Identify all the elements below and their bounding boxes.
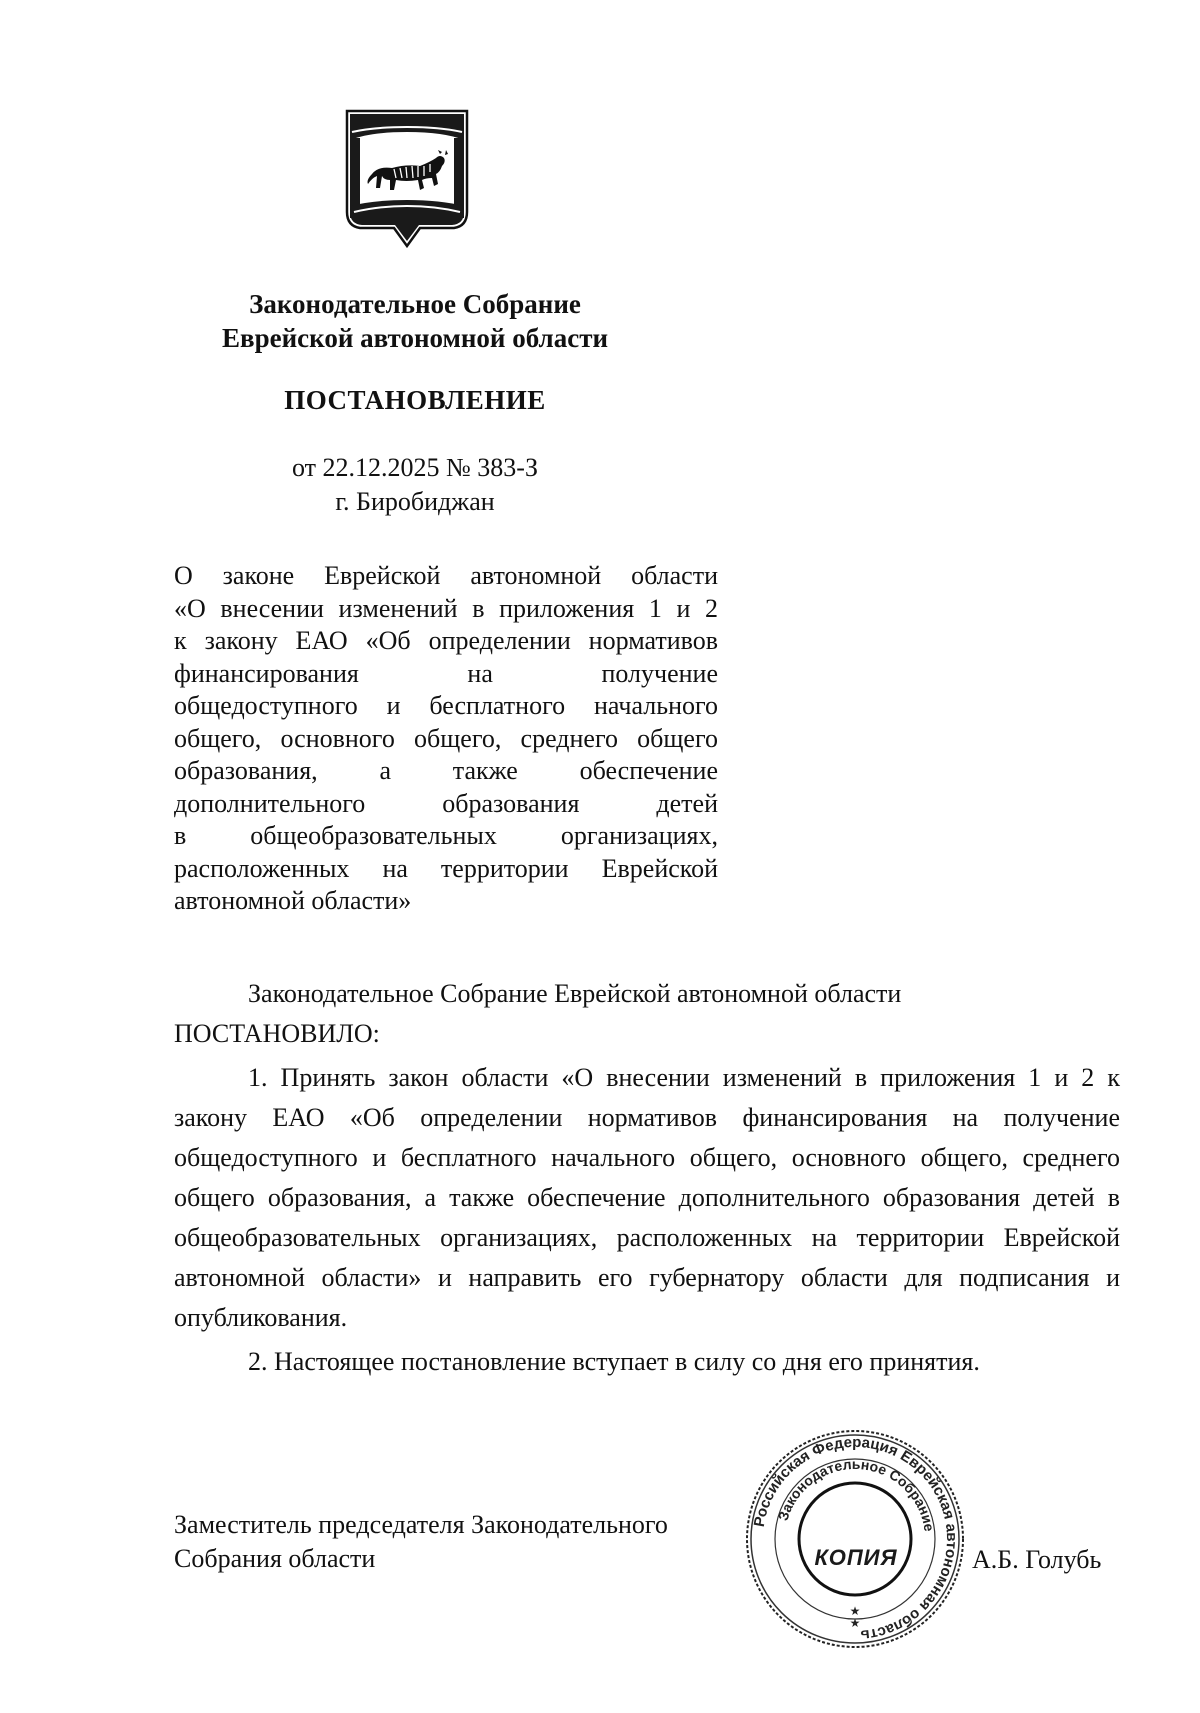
document-meta — [170, 451, 660, 519]
signatory-title — [174, 1508, 734, 1576]
subject-line: финансирования на получение — [174, 658, 718, 688]
signatory-title-line2: Собрания области — [174, 1544, 376, 1573]
document-body — [174, 974, 1120, 1382]
document-date-number: от 22.12.2025 № 383-З — [291, 453, 538, 482]
seal-copy-label: КОПИЯ — [814, 1545, 898, 1570]
body-paragraph-2: 2. Настоящее постановление вступает в силу со дня его принятия. — [248, 1347, 980, 1376]
signatory-name: А.Б. Голубь — [972, 1545, 1102, 1574]
subject-line: О законе Еврейской автономной области — [174, 561, 718, 590]
subject-line: расположенных на территории Еврейской — [174, 853, 718, 883]
svg-text:★: ★ — [849, 1604, 861, 1618]
body-paragraph-1: 1. Принять закон области «О внесении изменений в приложения 1 и 2 к закону ЕАО «Об определении нормативов финансирования на получение общедоступного и бесплатного начального общего, основного общего, среднего общего образования, а также обеспечение дополнительного образования детей в общеобразовательных организациях, расположенных на территории Еврейской автономной области» и направить его губернатору области для подписания и опубликования. — [174, 1063, 1120, 1332]
organization-name — [170, 287, 660, 355]
subject-line: общего, основного общего, среднего общего — [174, 723, 718, 753]
document-subject — [174, 560, 718, 918]
seal-ring-text: Российская Федерация Еврейская автономная область — [750, 1433, 961, 1644]
signatory-title-line1: Заместитель председателя Законодательного — [174, 1510, 668, 1539]
subject-line: в общеобразовательных организациях, — [174, 821, 718, 850]
organization-name-line1: Законодательное Собрание — [249, 289, 581, 319]
organization-name-line2: Еврейской автономной области — [221, 323, 609, 353]
document-city: г. Биробиджан — [335, 487, 495, 516]
subject-line: к закону ЕАО «Об определении нормативов — [174, 626, 718, 655]
tiger-coat-of-arms-icon — [344, 108, 470, 256]
body-intro: Законодательное Собрание Еврейской автономной области — [248, 979, 902, 1008]
seal-icon — [740, 1424, 970, 1654]
subject-line: общедоступного и бесплатного начального — [174, 691, 718, 720]
svg-text:★: ★ — [849, 1616, 861, 1630]
subject-line: дополнительного образования детей — [174, 788, 718, 818]
coat-of-arms-emblem — [344, 108, 470, 256]
document-type: ПОСТАНОВЛЕНИЕ — [284, 385, 546, 415]
official-seal-stamp — [740, 1424, 970, 1654]
seal-inner-text: Законодательное Собрание — [774, 1455, 938, 1533]
subject-line: «О внесении изменений в приложения 1 и 2 — [174, 593, 718, 623]
subject-line: автономной области» — [174, 886, 412, 915]
body-decided: ПОСТАНОВИЛО: — [174, 1019, 380, 1048]
subject-line: образования, а также обеспечение — [174, 756, 718, 785]
